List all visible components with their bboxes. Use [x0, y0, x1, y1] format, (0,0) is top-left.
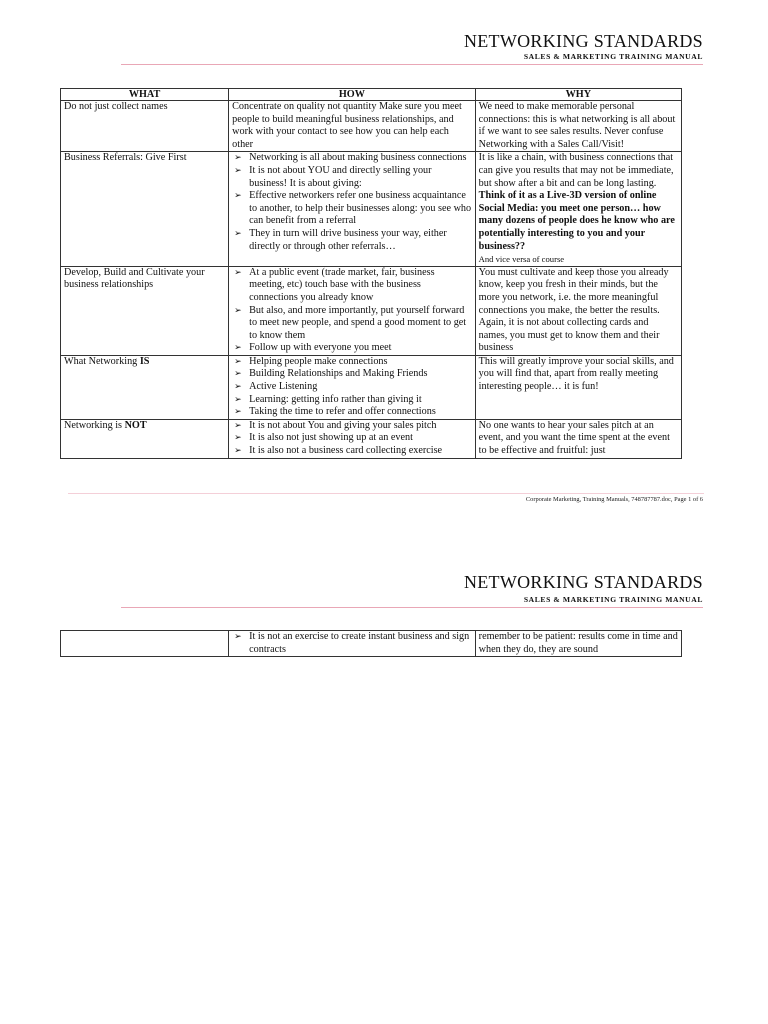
arrowhead-bullet-icon: ➢ — [234, 420, 242, 431]
list-item: ➢ It is not an exercise to create instant business and sign contracts — [234, 631, 470, 655]
list-item: ➢ Helping people make connections — [234, 355, 388, 367]
bullet-list — [232, 356, 472, 419]
why-cell — [475, 152, 681, 266]
page-subtitle: SALES & MARKETING TRAINING MANUAL — [523, 595, 703, 604]
arrowhead-bullet-icon: ➢ — [234, 191, 242, 202]
what-cell: What Networking IS — [61, 355, 229, 419]
list-item: ➢ At a public event (trade market, fair, business meeting, etc) touch base with the business connections you already know — [234, 266, 435, 303]
arrowhead-bullet-icon: ➢ — [234, 407, 242, 418]
arrowhead-bullet-icon: ➢ — [234, 228, 242, 239]
list-item: ➢ Follow up with everyone you meet — [234, 342, 392, 354]
bullet-list — [232, 631, 472, 656]
column-header-what: WHAT — [61, 89, 229, 101]
networking-table-continued — [60, 630, 682, 657]
why-cell: This will greatly improve your social skills, and you will find that, apart from really meeting interesting people… it is fun! — [475, 355, 681, 419]
page-title: NETWORKING STANDARDS — [463, 572, 703, 592]
arrowhead-bullet-icon: ➢ — [234, 433, 242, 444]
why-note: And vice versa of course — [478, 254, 565, 265]
table-row — [61, 101, 682, 152]
header-divider — [121, 64, 703, 65]
how-cell — [229, 266, 476, 355]
what-cell — [61, 631, 229, 657]
list-item: ➢ Effective networkers refer one business acquaintance to another, to help their businesses along: you see who can benefit from a referral — [234, 190, 472, 227]
arrowhead-bullet-icon: ➢ — [234, 632, 242, 642]
what-cell: Do not just collect names — [61, 101, 229, 152]
list-item: ➢ It is also not a business card collecting exercise — [234, 445, 443, 457]
list-item: ➢ It is also not just showing up at an event — [234, 432, 413, 444]
list-item: ➢ It is not about You and giving your sales pitch — [234, 419, 437, 431]
how-cell — [229, 419, 476, 458]
arrowhead-bullet-icon: ➢ — [234, 369, 242, 380]
page-2 — [0, 560, 768, 1024]
arrowhead-bullet-icon: ➢ — [234, 382, 242, 393]
bullet-list — [232, 420, 472, 458]
table-row — [61, 631, 682, 657]
why-cell: remember to be patient: results come in time and when they do, they are sound — [475, 631, 681, 657]
list-item: ➢ Building Relationships and Making Friends — [234, 368, 428, 380]
page-subtitle: SALES & MARKETING TRAINING MANUAL — [523, 52, 703, 61]
how-cell — [229, 355, 476, 419]
arrowhead-bullet-icon: ➢ — [234, 165, 242, 176]
arrowhead-bullet-icon: ➢ — [234, 267, 242, 278]
arrowhead-bullet-icon: ➢ — [234, 343, 242, 354]
list-item: ➢ Active Listening — [234, 381, 318, 393]
column-header-how: HOW — [229, 89, 476, 101]
list-item: ➢ Networking is all about making business connections — [234, 152, 467, 164]
arrowhead-bullet-icon: ➢ — [234, 305, 242, 316]
table-row — [61, 419, 682, 458]
table-row — [61, 266, 682, 355]
why-cell: You must cultivate and keep those you already know, keep you fresh in their minds, but the more you network, i.e. the more meaningful connections you make, the better the results. Again, it is not about collecting cards and names, you must get to know them and their business — [475, 266, 681, 355]
header-divider — [121, 607, 703, 608]
arrowhead-bullet-icon: ➢ — [234, 394, 242, 405]
table-row — [61, 152, 682, 266]
arrowhead-bullet-icon: ➢ — [234, 446, 242, 457]
bullet-list — [232, 152, 472, 253]
list-item: ➢ Learning: getting info rather than giving it — [234, 393, 422, 405]
how-cell — [229, 631, 476, 657]
column-header-why: WHY — [475, 89, 681, 101]
page-footer: Corporate Marketing, Training Manuals, 748787787.doc, Page 1 of 6 — [525, 496, 703, 503]
list-item: ➢ They in turn will drive business your way, either directly or through other referrals… — [234, 227, 447, 252]
what-cell: Develop, Build and Cultivate your business relationships — [61, 266, 229, 355]
arrowhead-bullet-icon: ➢ — [234, 356, 242, 367]
why-text: It is like a chain, with business connections that can give you results that may not be immediate, but show after a bit and can be long lasting. — [478, 152, 674, 189]
list-item: ➢ It is not about YOU and directly selling your business! It is about giving: — [234, 164, 432, 189]
how-cell — [229, 152, 476, 266]
list-item: ➢ Taking the time to refer and offer connections — [234, 406, 436, 418]
why-cell: We need to make memorable personal connections: this is what networking is all about if we want to see sales results. Never confuse Networking with a Sales Call/Visit! — [475, 101, 681, 152]
arrowhead-bullet-icon: ➢ — [234, 153, 242, 164]
table-header-row — [61, 89, 682, 101]
table-row — [61, 355, 682, 419]
list-item: ➢ But also, and more importantly, put yourself forward to meet new people, and spend a good moment to get to know them — [234, 304, 467, 341]
footer-divider — [68, 493, 704, 494]
why-emphasis: Think of it as a Live-3D version of online Social Media: you meet one person… how many dozens of people does he know who are potentially interesting to you and your business?? — [478, 190, 675, 252]
bullet-list — [232, 267, 472, 355]
why-cell: No one wants to hear your sales pitch at an event, and you want the time spent at the event to be effective and fruitful: just — [475, 419, 681, 458]
what-cell: Business Referrals: Give First — [61, 152, 229, 266]
page-title: NETWORKING STANDARDS — [463, 31, 703, 51]
networking-table — [60, 88, 682, 459]
how-cell: Concentrate on quality not quantity Make sure you meet people to build meaningful business relationships, and work with your contact to see how you can help each other — [229, 101, 476, 152]
what-cell: Networking is NOT — [61, 419, 229, 458]
